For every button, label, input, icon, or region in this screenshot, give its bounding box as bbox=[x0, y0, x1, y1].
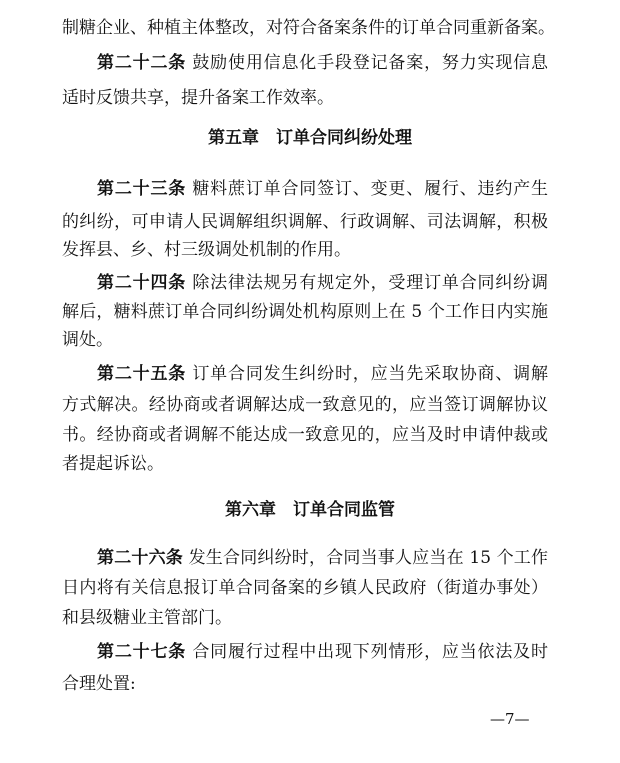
article-25-line-2: 方式解决。经协商或者调解达成一致意见的，应当签订调解协议 bbox=[62, 395, 548, 415]
article-25-line-4: 者提起诉讼。 bbox=[62, 454, 164, 474]
body-line: 制糖企业、种植主体整改，对符合备案条件的订单合同重新备案。 bbox=[62, 18, 555, 38]
article-27-label: 第二十七条 bbox=[97, 642, 187, 662]
article-26-line-1 bbox=[97, 548, 548, 568]
article-24-line-2: 解后，糖料蔗订单合同纠纷调处机构原则上在 5 个工作日内实施 bbox=[62, 302, 548, 322]
chapter-6-heading: 第六章 订单合同监管 bbox=[225, 500, 395, 520]
article-23-line-2: 的纠纷，可申请人民调解组织调解、行政调解、司法调解，积极 bbox=[62, 212, 548, 232]
article-26-line-3: 和县级糖业主管部门。 bbox=[62, 608, 232, 628]
article-23-label: 第二十三条 bbox=[97, 179, 187, 199]
page-number: —7— bbox=[490, 710, 530, 728]
article-25-label: 第二十五条 bbox=[97, 364, 187, 384]
article-23-line-1 bbox=[97, 179, 548, 199]
article-27-line-2: 合理处置: bbox=[62, 674, 136, 694]
article-25-line-3: 书。经协商或者调解不能达成一致意见的，应当及时申请仲裁或 bbox=[62, 425, 548, 445]
article-24-text: 除法律法规另有规定外，受理订单合同纠纷调 bbox=[192, 273, 549, 293]
article-25-line-1 bbox=[97, 364, 548, 384]
article-24-line-3: 调处。 bbox=[62, 330, 113, 350]
article-22-line-1 bbox=[97, 53, 548, 73]
article-22-text: 鼓励使用信息化手段登记备案，努力实现信息 bbox=[192, 53, 549, 73]
article-24-label: 第二十四条 bbox=[97, 273, 187, 293]
chapter-5-heading: 第五章 订单合同纠纷处理 bbox=[208, 128, 412, 148]
article-26-label: 第二十六条 bbox=[97, 548, 183, 568]
article-27-text: 合同履行过程中出现下列情形，应当依法及时 bbox=[192, 642, 549, 662]
article-26-line-2: 日内将有关信息报订单合同备案的乡镇人民政府（街道办事处） bbox=[62, 578, 548, 598]
article-22-line-2: 适时反馈共享，提升备案工作效率。 bbox=[62, 88, 334, 108]
article-24-line-1 bbox=[97, 273, 548, 293]
article-23-text: 糖料蔗订单合同签订、变更、履行、违约产生 bbox=[192, 179, 549, 199]
article-27-line-1 bbox=[97, 642, 548, 662]
article-23-line-3: 发挥县、乡、村三级调处机制的作用。 bbox=[62, 240, 351, 260]
article-22-label: 第二十二条 bbox=[97, 53, 187, 73]
article-25-text: 订单合同发生纠纷时，应当先采取协商、调解 bbox=[192, 364, 549, 384]
article-26-text: 发生合同纠纷时，合同当事人应当在 15 个工作 bbox=[188, 548, 549, 568]
